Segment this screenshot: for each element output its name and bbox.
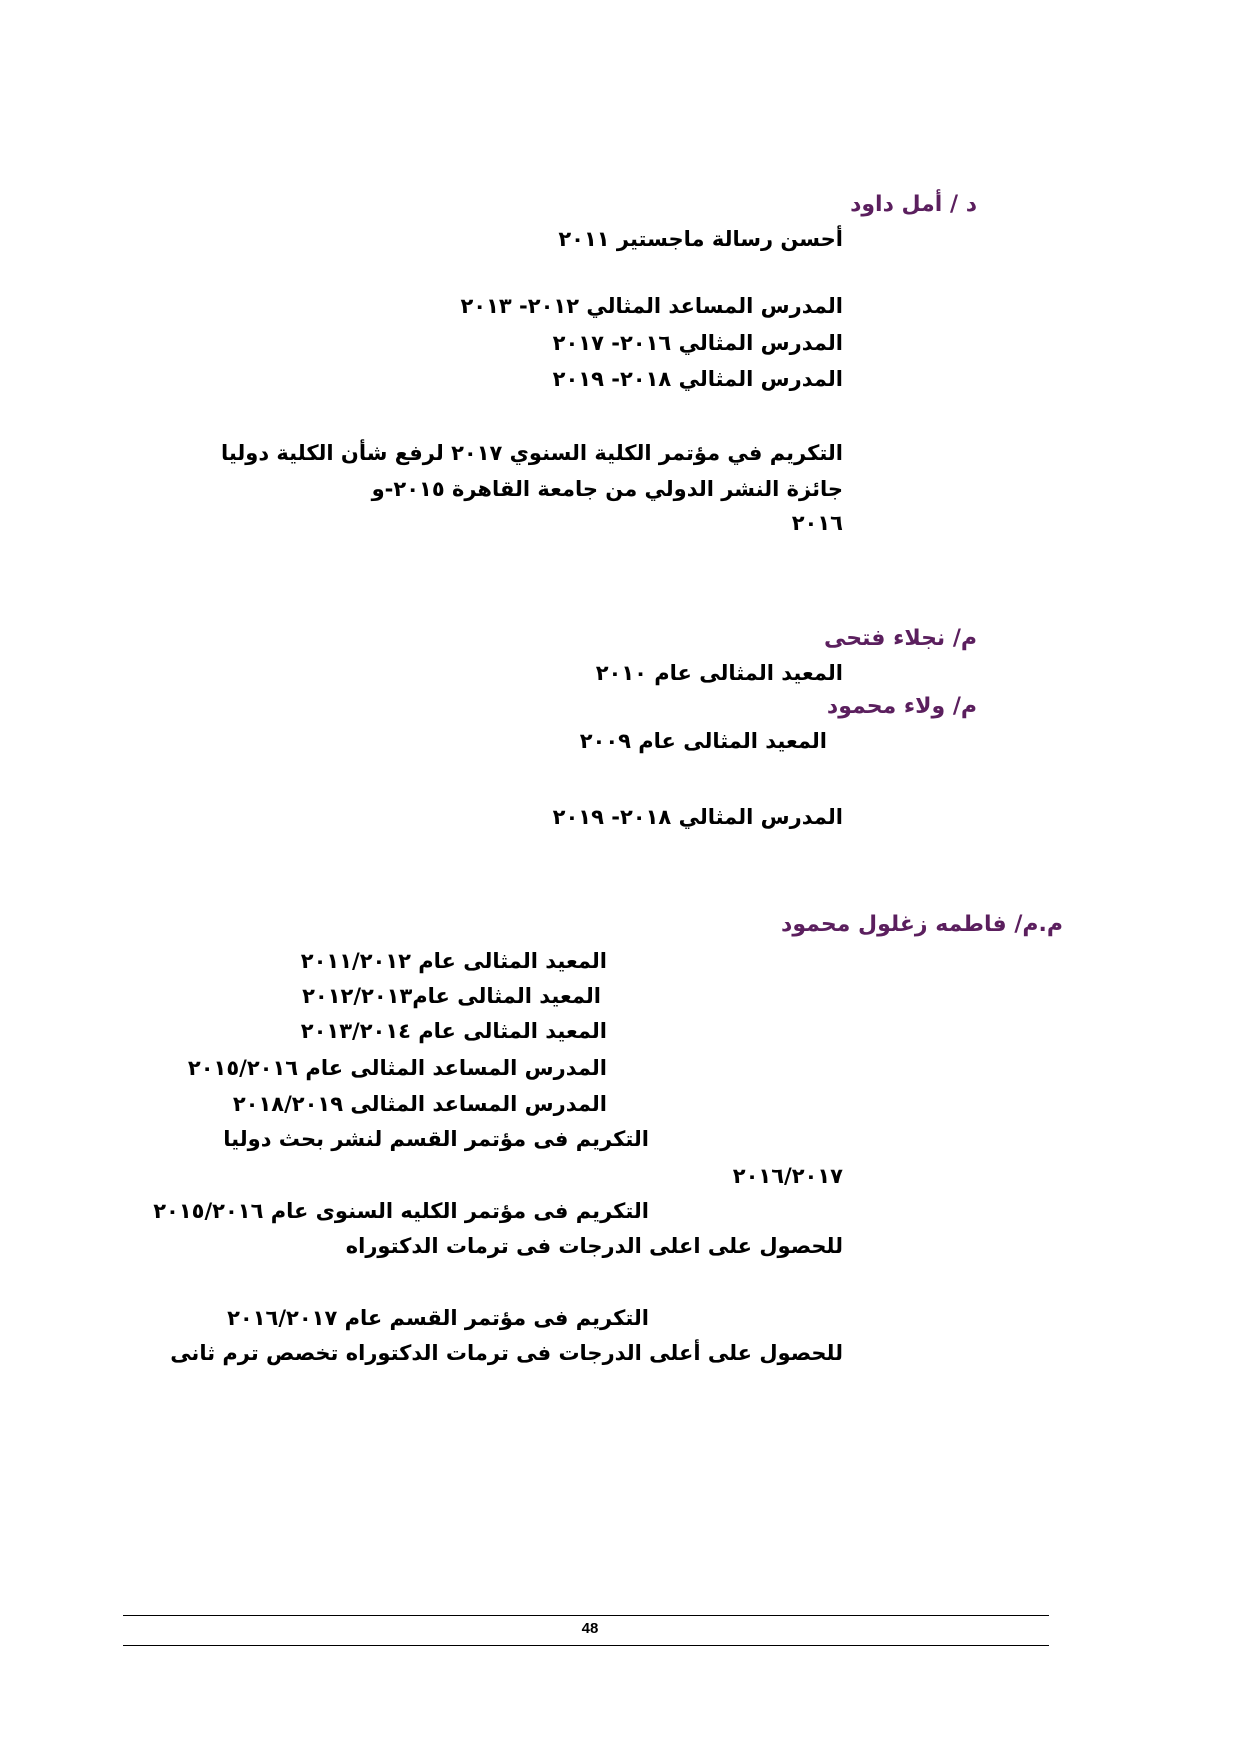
award-line: المعيد المثالى عام ٢٠١٠	[595, 661, 843, 685]
person-name-fatma-zaghloul: م.م/ فاطمه زغلول محمود	[781, 912, 1063, 937]
award-line: ٢٠١٦	[791, 511, 843, 535]
footer-bottom-rule	[123, 1645, 1049, 1646]
award-line: ٢٠١٦/٢٠١٧	[732, 1164, 843, 1188]
award-line: التكريم فى مؤتمر القسم لنشر بحث دوليا	[223, 1127, 649, 1151]
footer-top-rule	[123, 1615, 1049, 1616]
page-number: 48	[581, 1620, 599, 1637]
award-line: التكريم فى مؤتمر القسم عام ٢٠١٦/٢٠١٧	[227, 1306, 649, 1330]
award-line: للحصول على اعلى الدرجات فى ترمات الدكتوراه	[345, 1234, 843, 1258]
award-line: التكريم في مؤتمر الكلية السنوي ٢٠١٧ لرفع شأن الكلية دوليا	[220, 441, 843, 465]
person-name-amal-dawood: د / أمل داود	[850, 192, 977, 217]
award-line: المعيد المثالى عام٢٠١٢/٢٠١٣	[302, 984, 601, 1008]
award-line: المدرس المساعد المثالى عام ٢٠١٥/٢٠١٦	[187, 1056, 607, 1080]
award-line: المدرس المساعد المثالى ٢٠١٨/٢٠١٩	[232, 1092, 607, 1116]
award-line: المعيد المثالى عام ٢٠١٣/٢٠١٤	[300, 1019, 607, 1043]
award-line: المعيد المثالى عام ٢٠١١/٢٠١٢	[300, 949, 607, 973]
award-line: للحصول على أعلى الدرجات فى ترمات الدكتوراه تخصص ترم ثانى	[170, 1341, 843, 1365]
award-line: المدرس المثالي ٢٠١٨- ٢٠١٩	[552, 367, 843, 391]
award-line: جائزة النشر الدولي من جامعة القاهرة ٢٠١٥-و	[371, 477, 843, 501]
person-name-nagla-fathy: م/ نجلاء فتحى	[823, 626, 977, 651]
award-line: المدرس المثالي ٢٠١٦- ٢٠١٧	[552, 331, 843, 355]
award-line: أحسن رسالة ماجستير ٢٠١١	[558, 227, 843, 251]
award-line: المدرس المساعد المثالي ٢٠١٢- ٢٠١٣	[460, 294, 843, 318]
person-name-walaa-mahmoud: م/ ولاء محمود	[826, 694, 977, 719]
award-line: المعيد المثالى عام ٢٠٠٩	[579, 729, 827, 753]
award-line: التكريم فى مؤتمر الكليه السنوى عام ٢٠١٥/٢٠١٦	[153, 1199, 649, 1223]
award-line: المدرس المثالي ٢٠١٨- ٢٠١٩	[552, 805, 843, 829]
